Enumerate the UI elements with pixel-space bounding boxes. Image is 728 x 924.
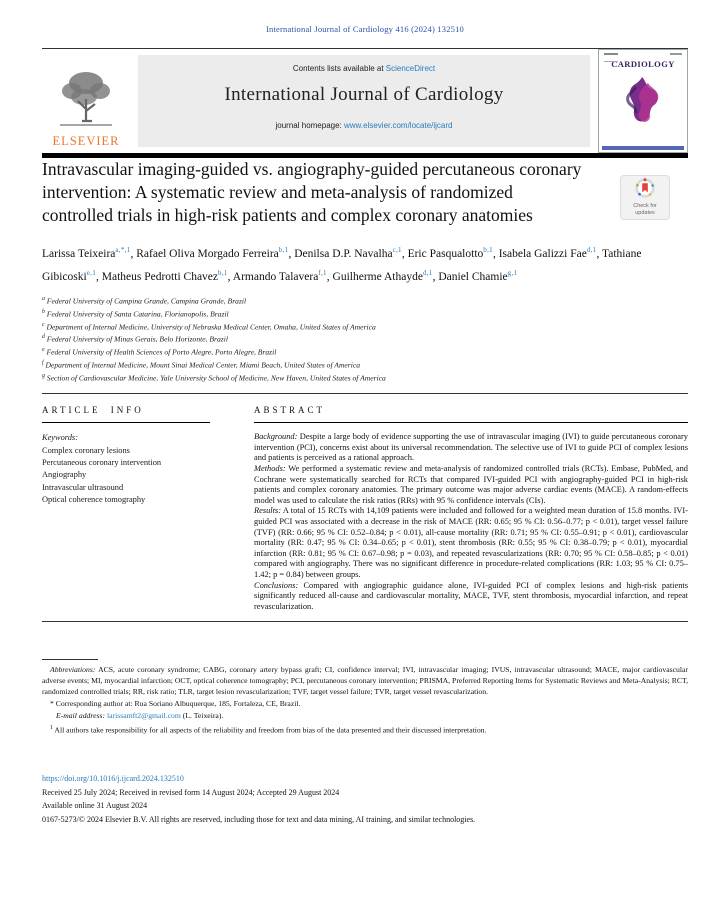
affiliation-superscript: c bbox=[42, 321, 45, 328]
affiliation-list bbox=[42, 294, 688, 385]
affiliation: $^g$ Section of Cardiovascular Medicine, Yale University School of Medicine, New Haven, United States of America bbox=[42, 373, 386, 383]
cover-bottom-strip bbox=[602, 146, 684, 150]
keyword: Percutaneous coronary intervention bbox=[42, 458, 162, 468]
author-affiliation-superscript: b,1 bbox=[483, 246, 493, 254]
abbreviations-label: Abbreviations: bbox=[50, 665, 96, 675]
cover-decor-line2 bbox=[670, 53, 682, 55]
badge-label-line1: Check for bbox=[633, 203, 657, 209]
author-affiliation-superscript: e,1 bbox=[86, 268, 96, 277]
elsevier-tree-icon bbox=[54, 69, 118, 136]
homepage-line bbox=[138, 121, 590, 130]
article-header bbox=[42, 158, 688, 384]
author-affiliation-superscript: c,1 bbox=[392, 246, 402, 254]
corresponding-text: Corresponding author at: Rua Soriano Albuquerque, 185, Fortaleza, CE, Brazil. bbox=[55, 699, 301, 709]
cover-masthead: CARDIOLOGY bbox=[611, 59, 675, 69]
author-affiliation-superscript: b,1 bbox=[218, 268, 228, 277]
affiliation: $^a$ Federal University of Campina Grande, Campina Grande, Brazil bbox=[42, 295, 247, 306]
author: Tathiane Gibicoski$^{e,1}$ bbox=[42, 247, 642, 283]
journal-header bbox=[42, 53, 688, 149]
author: Matheus Pedrotti Chavez$^{b,1}$ bbox=[101, 268, 228, 283]
received-dates: Received 25 July 2024; Received in revised form 14 August 2024; Accepted 29 August 2024 bbox=[42, 787, 340, 797]
keyword: Intravascular ultrasound bbox=[42, 482, 124, 492]
available-online: Available online 31 August 2024 bbox=[42, 801, 148, 811]
abstract-section-label: Background: bbox=[254, 432, 298, 442]
keyword: Angiography bbox=[42, 470, 87, 480]
corresponding-author-note bbox=[42, 699, 688, 710]
email-label: E-mail address: bbox=[56, 710, 106, 720]
affiliation: $^c$ Department of Internal Medicine, University of Nebraska Medical Center, Omaha, United States of America bbox=[42, 321, 376, 332]
affiliation-superscript: e bbox=[42, 347, 45, 354]
footnote-divider bbox=[42, 659, 98, 660]
journal-title: International Journal of Cardiology bbox=[224, 84, 504, 105]
journal-cover-thumbnail[interactable] bbox=[598, 49, 688, 153]
author: Denilsa D.P. Navalha$^{c,1}$ bbox=[294, 246, 402, 260]
author-affiliation-superscript: f,1 bbox=[318, 268, 327, 277]
info-top-rule bbox=[42, 393, 688, 394]
cover-heart-illustration bbox=[612, 118, 674, 135]
author-affiliation-superscript: b,1 bbox=[278, 246, 289, 254]
page-citation[interactable]: International Journal of Cardiology 416 (2024) 132510 bbox=[265, 24, 465, 34]
abstract-section: Background: Despite a large body of evidence supporting the use of intravascular imaging (IVI) to guide percutaneous coronary intervention (PCI), concerns exist about its universal recommendation. The selective use of IVI to guide PCI of complex lesions and patients is perceived as a rational approach. bbox=[254, 432, 688, 463]
abstract-body bbox=[254, 432, 688, 612]
check-for-updates-badge[interactable] bbox=[620, 175, 670, 220]
keyword: Optical coherence tomography bbox=[42, 495, 146, 505]
homepage-prefix: journal homepage: bbox=[275, 121, 344, 130]
abstract-section-label: Results: bbox=[254, 506, 281, 516]
abstract-section: Conclusions: Compared with angiographic guidance alone, IVI-guided PCI of complex lesions and high-risk patients significantly reduced all-cause and cardiovascular mortality, MACE, TVF, stent thrombosis, myocardial infarction, and repeat revascularization. bbox=[254, 580, 688, 611]
author-affiliation-superscript: d,1 bbox=[422, 268, 433, 277]
copyright-line: 0167-5273/© 2024 Elsevier B.V. All rights are reserved, including those for text and data mining, AI training, and similar technologies. bbox=[42, 814, 476, 824]
affiliation: $^b$ Federal University of Santa Catarina, Florianopolis, Brazil bbox=[42, 308, 229, 319]
top-rule bbox=[42, 48, 688, 49]
author-affiliation-superscript: a,*,1 bbox=[115, 246, 131, 254]
abstract-section-label: Methods: bbox=[254, 464, 286, 473]
abstract-heading: ABSTRACT bbox=[254, 405, 688, 423]
keyword-list bbox=[42, 445, 210, 507]
author: Isabela Galizzi Fae$^{d,1}$ bbox=[498, 246, 597, 260]
homepage-link[interactable]: www.elsevier.com/locate/ijcard bbox=[344, 121, 453, 130]
journal-masthead-box bbox=[138, 55, 590, 147]
note-text: All authors take responsibility for all aspects of the reliability and freedom from bias of the data presented and their discussed interpretation. bbox=[54, 725, 487, 735]
check-for-updates-icon bbox=[635, 185, 655, 202]
article-title: Intravascular imaging-guided vs. angiography-guided percutaneous coronary intervention: A systematic review and meta-analysis of randomized controlled trials in high-risk patients and complex coronary anatomies bbox=[42, 159, 582, 225]
page-footer bbox=[42, 772, 688, 826]
author: Larissa Teixeira$^{a,*,1}$ bbox=[42, 246, 131, 260]
article-info-column bbox=[42, 405, 210, 612]
doi-link[interactable]: https://doi.org/10.1016/j.ijcard.2024.132510 bbox=[42, 774, 184, 784]
email-note bbox=[42, 711, 688, 722]
abstract-bottom-rule bbox=[42, 621, 688, 622]
author-affiliation-superscript: g,1 bbox=[507, 268, 518, 277]
affiliation: $^e$ Federal University of Health Sciences of Porto Alegre, Porto Alegre, Brazil bbox=[42, 347, 277, 357]
abstract-section: Methods: We performed a systematic review and meta-analysis of randomized controlled trials (RCTs). Embase, PubMed, and Cochrane were systematically searched for RCTs that compared IVI-guided PCI with angiography-guided PCI in high-risk patients and complex coronary anatomies. The primary outcome was major adverse cardiac events (MACE). A random-effects model was used to calculate the risk ratios (RRs) with 95 % confidence intervals (CIs). bbox=[254, 464, 688, 505]
footnotes bbox=[42, 659, 688, 736]
affiliation-superscript: a bbox=[42, 295, 45, 302]
elsevier-logo[interactable] bbox=[42, 53, 130, 149]
author: Guilherme Athayde$^{d,1}$ bbox=[332, 268, 433, 283]
affiliation: $^f$ Department of Internal Medicine, Mount Sinai Medical Center, Miami Beach, United States of America bbox=[42, 360, 361, 370]
abbreviations-note bbox=[42, 665, 688, 698]
sciencedirect-link[interactable]: ScienceDirect bbox=[385, 64, 436, 73]
abstract-section-label: Conclusions: bbox=[254, 580, 299, 590]
author-list: Larissa Teixeira$^{a,*,1}$, Rafael Oliva Morgado Ferreira$^{b,1}$, Denilsa D.P. Navalha$^{c,1}$, Eric Pasqualotto$^{b,1}$, Isabela Galizzi Fae$^{d,1}$, Tathiane Gibicoski$^{e,1}$, Matheus Pedrotti Chavez$^{b,1}$, Armando Talavera$^{f,1}$, Guilherme Athayde$^{d,1}$, Daniel Chamie$^{g,1}$ bbox=[42, 246, 642, 283]
abstract-section: Results: A total of 15 RCTs with 14,109 patients were included and followed for a weighted mean duration of 15.8 months. IVI-guided PCI was associated with a decrease in the risk of MACE (RR: 0.65; 95 % CI: 0.56–0.77; p < 0.01), target vessel failure (TVF) (RR: 0.66; 95 % CI: 0.52–0.84; p < 0.01), all-cause mortality (RR: 0.71; 95 % CI: 0.55–0.91; p < 0.01), cardiovascular mortality (RR: 0.47; 95 % CI: 0.34–0.65; p < 0.01), stent thrombosis (RR: 0.55; 95 % CI: 0.38–0.79; p < 0.01), myocardial infarction (RR: 0.81; 95 % CI: 0.67–0.98; p = 0.03), and repeated revascularizations (RR: 0.70; 95 % CI: 0.58–0.85; p < 0.01) compared with angiography. There was no significant difference in procedure-related complications (RR: 1.03; 95 % CI: 0.75–1.42; p = 0.84) between groups. bbox=[254, 506, 688, 579]
article-info-heading: ARTICLE INFO bbox=[42, 405, 210, 423]
corresponding-marker: * bbox=[50, 699, 54, 709]
author: Rafael Oliva Morgado Ferreira$^{b,1}$ bbox=[136, 246, 289, 260]
badge-label-line2: updates bbox=[635, 209, 655, 216]
affiliation-superscript: g bbox=[42, 373, 45, 380]
abstract-column bbox=[254, 405, 688, 612]
email-suffix: (L. Teixeira). bbox=[182, 710, 224, 720]
info-abstract-columns bbox=[42, 405, 688, 612]
abbreviations-text: ACS, acute coronary syndrome; CABG, coronary artery bypass graft; CI, confidence interval; IVI, intravascular imaging; IVUS, intravascular ultrasound; MACE, major cardiovascular adverse events; MI, myocardial infarction; OCT, optical coherence tomography; PCI, percutaneous coronary intervention; PRISMA, Preferred Reporting Items for Systematic Reviews and Meta-Analysis; RCT, randomized controlled trials; RR, risk ratio; TLR, target lesion revascularization; TVF, target vessel failure; TVR, target vessel revascularization. bbox=[42, 665, 689, 697]
contents-line bbox=[138, 64, 590, 73]
keyword: Complex coronary lesions bbox=[42, 445, 130, 455]
authors-responsibility-note bbox=[42, 723, 688, 736]
elsevier-wordmark: ELSEVIER bbox=[52, 134, 120, 148]
cover-decor-lines bbox=[604, 53, 618, 62]
contents-prefix: Contents lists available at bbox=[292, 64, 386, 73]
keywords-block bbox=[42, 432, 210, 506]
email-link[interactable]: larissamft2@gmail.com bbox=[106, 710, 181, 720]
note-marker: 1 bbox=[50, 724, 53, 731]
affiliation-superscript: d bbox=[42, 334, 45, 341]
author: Daniel Chamie$^{g,1}$ bbox=[438, 268, 518, 283]
keywords-label: Keywords: bbox=[42, 433, 78, 443]
author: Eric Pasqualotto$^{b,1}$ bbox=[407, 246, 493, 260]
author: Armando Talavera$^{f,1}$ bbox=[232, 268, 327, 283]
affiliation: $^d$ Federal University of Minas Gerais, Belo Horizonte, Brazil bbox=[42, 334, 228, 344]
affiliation-superscript: b bbox=[42, 308, 45, 315]
author-affiliation-superscript: d,1 bbox=[586, 246, 597, 254]
affiliation-superscript: f bbox=[42, 360, 44, 367]
